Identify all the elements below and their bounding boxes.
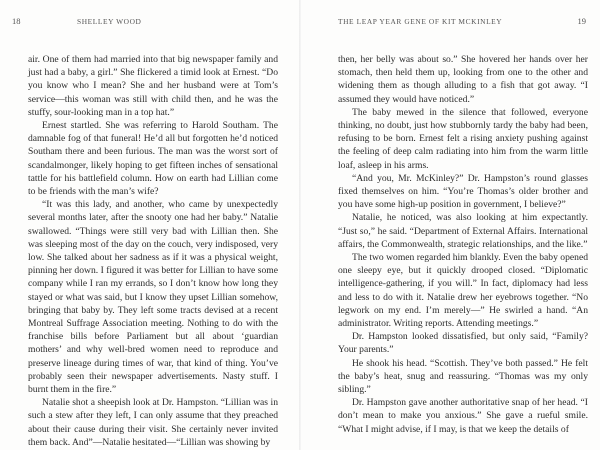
left-running-head: SHELLEY WOOD <box>77 17 142 26</box>
paragraph: then, her belly was about so.” She hovered her hands over her stomach, then held them up, looking from one to the other and widening them as though alluding to a fish that got away. “I assumed they would have noticed.” <box>338 54 588 105</box>
left-page-number: 18 <box>12 16 21 26</box>
right-page-number: 19 <box>577 16 586 26</box>
paragraph: air. One of them had married into that big newspaper family and just had a baby, a girl.” She flickered a timid look at Ernest. “Do you know who I mean? She and her husband were at Tom’s service—this woman was still with child then, and he was the stuffy, sour-looking man in a top hat.” <box>28 54 278 118</box>
right-running-head: THE LEAP YEAR GENE OF KIT MCKINLEY <box>338 17 503 26</box>
right-page <box>300 0 600 450</box>
paragraph: Dr. Hampston gave another authoritative snap of her head. “I don’t mean to make you anxious.” She gave a rueful smile. “What I might advise, if I may, is that we keep the details of <box>338 397 588 435</box>
paragraph: The baby mewed in the silence that followed, everyone thinking, no doubt, just how stubbornly tardy the baby had been, refusing to be born. Ernest felt a rising anxiety pushing against the feeling of deep calm radiating into him from the warm little loaf, asleep in his arms. <box>338 106 588 171</box>
right-page-body <box>338 53 588 436</box>
paragraph: He shook his head. “Scottish. They’ve both passed.” He felt the baby’s heat, snug and reassuring. “Thomas was my only sibling.” <box>338 357 588 396</box>
left-page-body <box>28 53 278 449</box>
paragraph: “It was this lady, and another, who came by unexpectedly several months later, after the snooty one had her baby.” Natalie swallowed. “Things were still very bad with Lillian then. She was sleeping most of the day on the couch, very indisposed, very low. She talked about her sadness as if it was a physical weight, pinning her down. I figured it was better for Lillian to have some company while I ran my errands, so I don’t know how long they stayed or what was said, but I know they upset Lillian somehow, bringing that baby by. They left some tracts devised at a recent Montreal Suffrage Association meeting. Nothing to do with the franchise bills before Parliament but all about ‘guardian mothers’ and why well-bred women need to reproduce and preserve lineage during times of war, that kind of thing. You’ve probably seen their newspaper advertisements. Nasty stuff. I burnt them in the fire.” <box>28 199 278 396</box>
paragraph: Natalie, he noticed, was also looking at him expectantly. “Just so,” he said. “Department of External Affairs. International affairs, the Commonwealth, strategic relationships, and the like.” <box>338 212 588 250</box>
paragraph: The two women regarded him blankly. Even the baby opened one sleepy eye, but it quickly drooped closed. “Diplomatic intelligence-gathering, if you will.” In fact, diplomacy had less and less to do with it. Natalie drew her eyebrows together. “No legwork on my end. I’m merely—” He swirled a hand. “An administrator. Writing reports. Attending meetings.” <box>338 252 588 330</box>
left-page-header <box>12 17 280 29</box>
paragraph: Natalie shot a sheepish look at Dr. Hampston. “Lillian was in such a stew after they left, I can only assume that they preached about their cause during their visit. She certainly never invited them back. And”—Natalie hesitated—“Lillian was showing by <box>28 397 278 448</box>
right-page-header <box>338 17 586 29</box>
paragraph: Ernest startled. She was referring to Harold Southam. The damnable fog of that funeral! He’d all but forgotten he’d noticed Southam there and been furious. The man was the worst sort of scandalmonger, likely hoping to get fifteen inches of sensational tattle for his battlefield column. How on earth had Lillian come to be friends with the man’s wife? <box>28 120 278 198</box>
paragraph: “And you, Mr. McKinley?” Dr. Hampston’s round glasses fixed themselves on him. “You’re Thomas’s older brother and you have some high-up position in government, I believe?” <box>338 172 588 211</box>
paragraph: Dr. Hampston looked dissatisfied, but only said, “Family? Your parents.” <box>338 331 588 356</box>
